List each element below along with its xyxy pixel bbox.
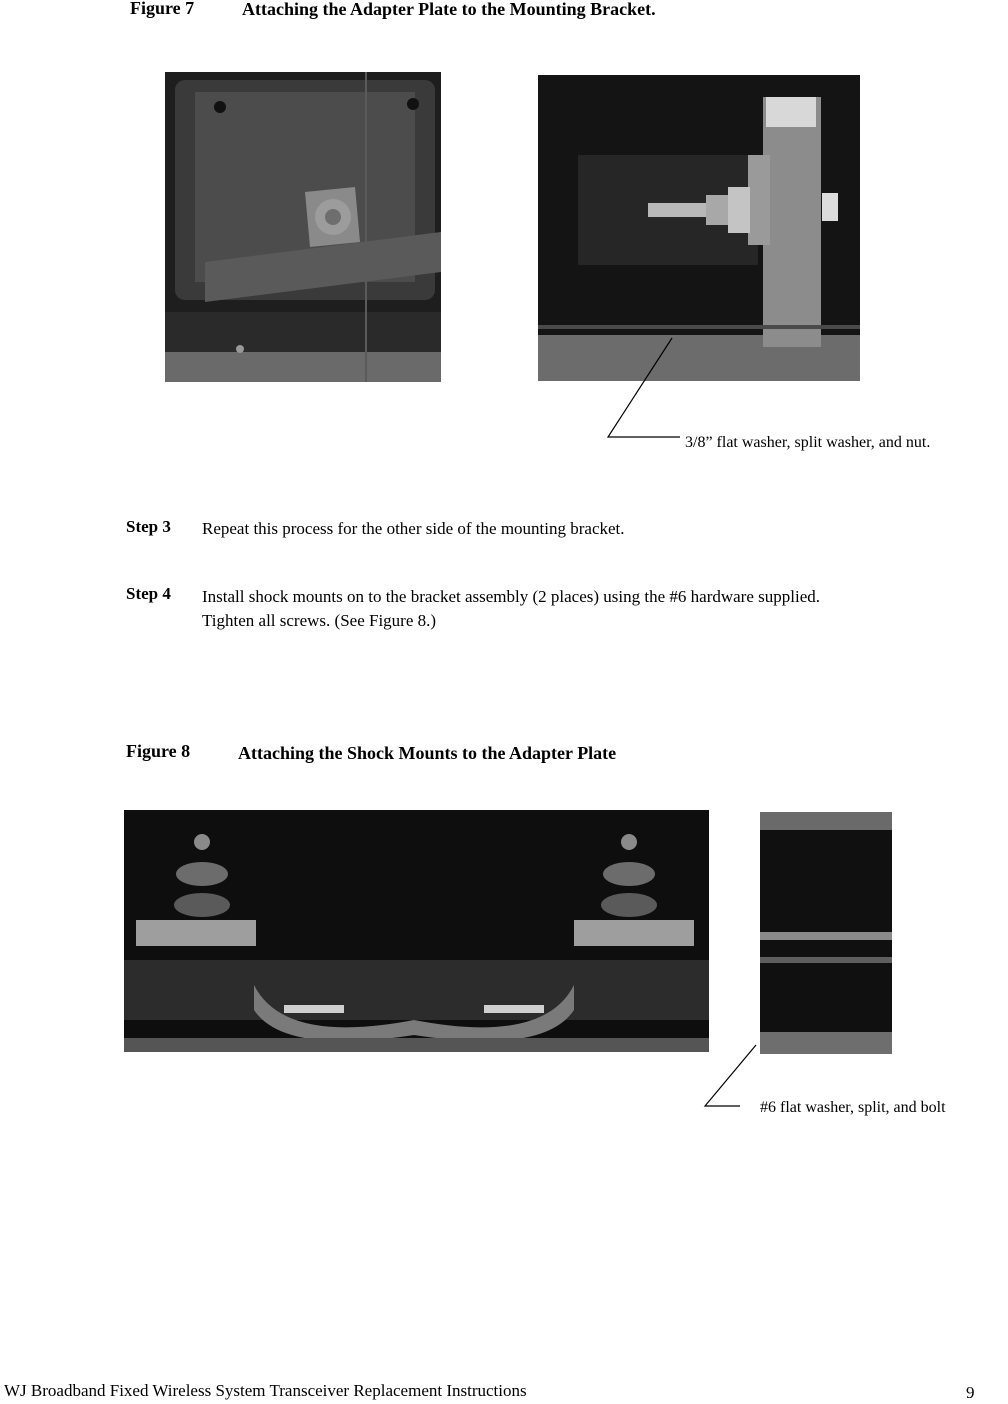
- step4-text-line1: Install shock mounts on to the bracket assembly (2 places) using the #6 hardware supplied.: [202, 587, 820, 606]
- figure8-leader-line: [705, 1045, 756, 1106]
- figure8-callout: #6 flat washer, split, and bolt: [760, 1099, 946, 1116]
- footer-doc-title: WJ Broadband Fixed Wireless System Transceiver Replacement Instructions: [4, 1381, 527, 1400]
- figure7-photo-adapter-plate-front: [165, 72, 441, 382]
- figure7-label: Figure 7: [130, 0, 195, 18]
- figure7-callout: 3/8” flat washer, split washer, and nut.: [685, 434, 931, 451]
- figure8-label: Figure 8: [126, 741, 191, 761]
- figure7-photo-bracket-side: [538, 75, 860, 381]
- figure7-title: Attaching the Adapter Plate to the Mounting Bracket.: [242, 0, 656, 19]
- step4-label: Step 4: [126, 584, 171, 603]
- step4-text-line2: Tighten all screws. (See Figure 8.): [202, 611, 437, 630]
- figure8-photo-shock-mounts: [124, 810, 709, 1052]
- footer-page-number: 9: [966, 1383, 975, 1402]
- step3-label: Step 3: [126, 517, 171, 536]
- step3-text: Repeat this process for the other side of the mounting bracket.: [202, 519, 625, 538]
- figure8-photo-side-detail: [760, 812, 892, 1054]
- figure8-title: Attaching the Shock Mounts to the Adapter Plate: [238, 743, 617, 763]
